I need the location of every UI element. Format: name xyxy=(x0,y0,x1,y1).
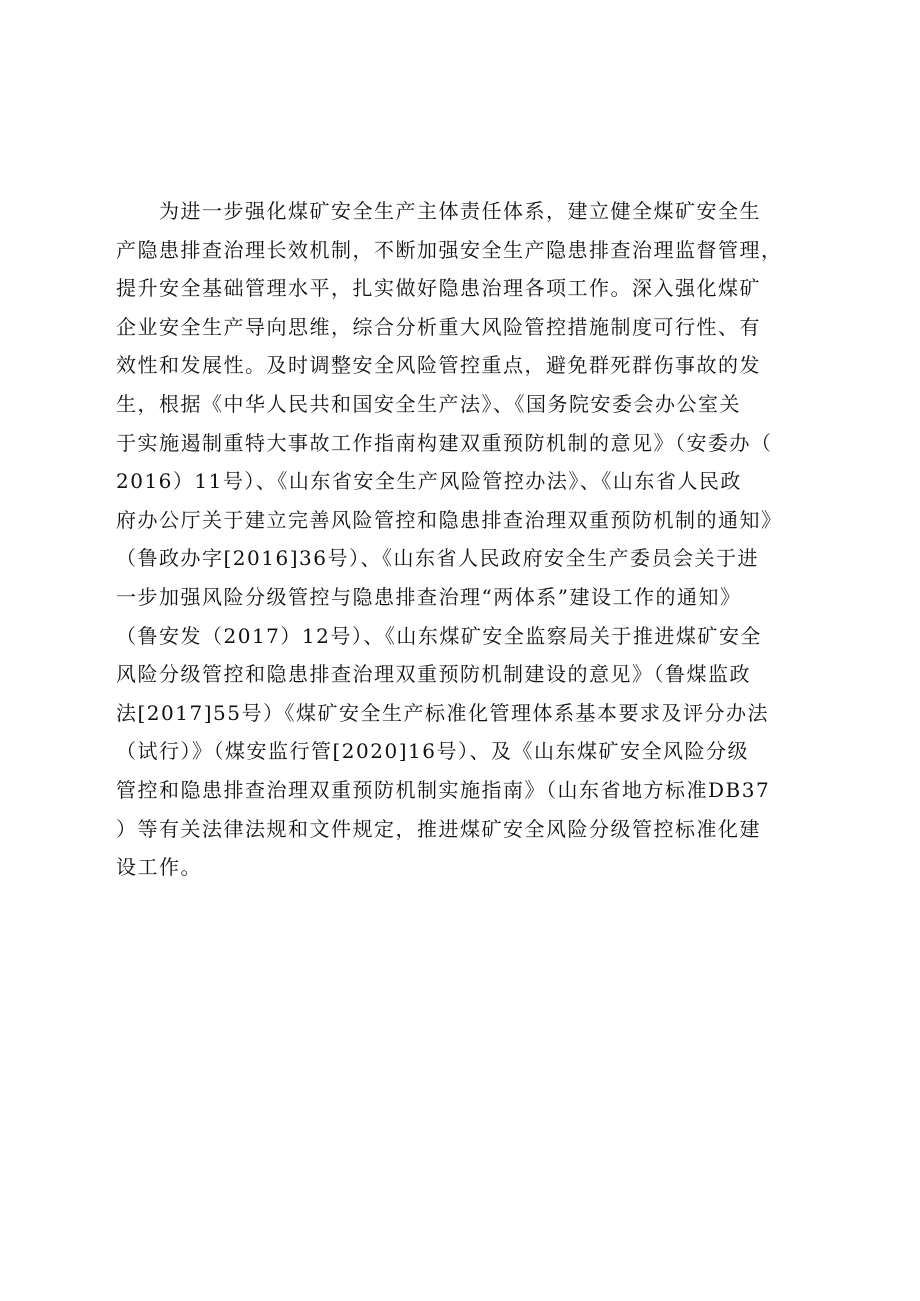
paragraph-line: 为进一步强化煤矿安全生产主体责任体系，建立健全煤矿安全生 xyxy=(116,199,761,223)
paragraph-line: 风险分级管控和隐患排查治理双重预防机制建设的意见》（鲁煤监政 xyxy=(116,662,751,687)
paragraph-line: 管控和隐患排查治理双重预防机制实施指南》（山东省地方标准DB37 xyxy=(116,777,771,802)
paragraph-line: 2016）11号）、《山东省安全生产风险管控办法》、《山东省人民政 xyxy=(116,469,742,494)
paragraph-line: 府办公厅关于建立完善风险管控和隐患排查治理双重预防机制的通知》 xyxy=(116,507,783,532)
paragraph-line: 生，根据《中华人民共和国安全生产法》、《国务院安委会办公室关 xyxy=(116,391,741,416)
paragraph-line: 提升安全基础管理水平，扎实做好隐患治理各项工作。深入强化煤矿 xyxy=(116,276,761,301)
paragraph-line: 产隐患排查治理长效机制，不断加强安全生产隐患排查治理监督管理， xyxy=(116,237,783,262)
paragraph-line: 于实施遏制重特大事故工作指南构建双重预防机制的意见》（安委办（ xyxy=(116,430,773,455)
paragraph-line: 设工作。 xyxy=(116,855,202,880)
paragraph-line: 企业安全生产导向思维，综合分析重大风险管控措施制度可行性、有 xyxy=(116,314,761,339)
paragraph-line: （鲁安发（2017）12号）、《山东煤矿安全监察局关于推进煤矿安全 xyxy=(116,623,762,648)
paragraph-line: 一步加强风险分级管控与隐患排查治理“两体系”建设工作的通知》 xyxy=(116,584,742,609)
paragraph-line: 效性和发展性。及时调整安全风险管控重点，避免群死群伤事故的发 xyxy=(116,353,761,378)
paragraph-line: （试行）》（煤安监行管[2020]16号）、及《山东煤矿安全风险分级 xyxy=(116,739,749,764)
paragraph-line: （鲁政办字[2016]36号）、《山东省人民政府安全生产委员会关于进 xyxy=(116,546,759,571)
body-paragraph xyxy=(116,192,816,887)
paragraph-line: 法[2017]55号）《煤矿安全生产标准化管理体系基本要求及评分办法 xyxy=(116,700,769,725)
paragraph-line: ）等有关法律法规和文件规定，推进煤矿安全风险分级管控标准化建 xyxy=(116,816,761,841)
